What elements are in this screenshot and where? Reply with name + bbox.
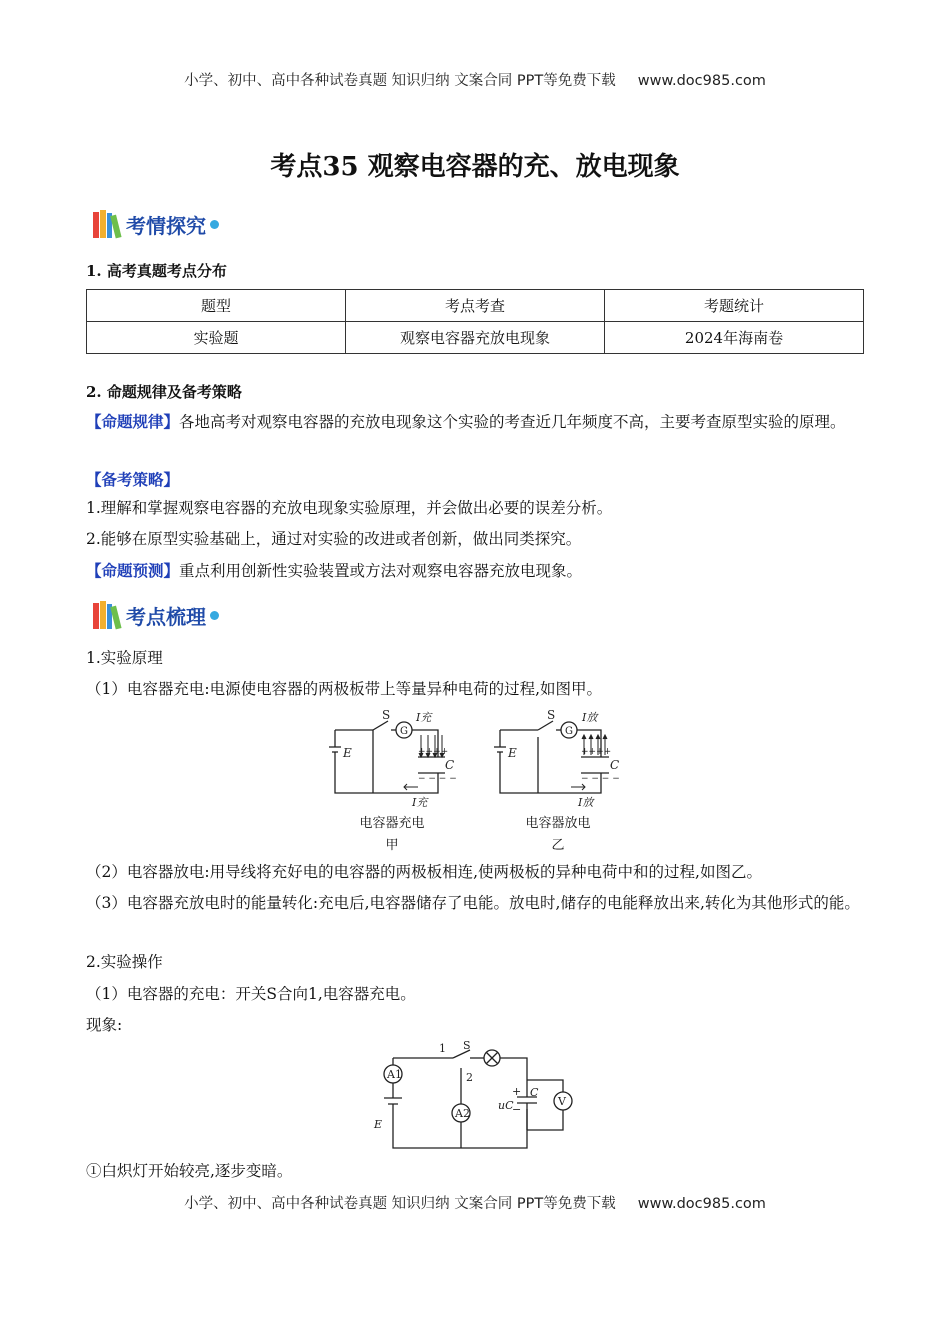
phenomenon-label: 现象: (86, 1016, 123, 1034)
table-header: 题型 (87, 290, 346, 322)
table-cell: 实验题 (87, 322, 346, 354)
principle-item-3: （3）电容器充放电时的能量转化:充电后,电容器储存了电能。放电时,储存的电能释放出来,转化为其他形式的能。 (86, 894, 860, 912)
voltmeter-label: V (558, 1095, 566, 1108)
rule-paragraph (86, 406, 864, 438)
page-header (0, 69, 950, 90)
svg-text:++++: ++++ (418, 747, 449, 757)
table-header-row (87, 290, 864, 322)
current-label: I放 (578, 796, 594, 809)
observation-1: ①白炽灯开始较亮,逐步变暗。 (86, 1162, 293, 1180)
switch-label: S (463, 1040, 471, 1052)
banner-dot (210, 611, 219, 620)
page-footer (0, 1192, 950, 1213)
banner-exam-analysis (92, 207, 219, 241)
strategy-item-1: 1.理解和掌握观察电容器的充放电现象实验原理，并会做出必要的误差分析。 (86, 499, 613, 517)
circuit-figure (365, 1040, 585, 1155)
switch-label: S (547, 708, 556, 722)
svg-text:− − − −: − − − − (418, 774, 457, 784)
emf-label: E (374, 1118, 383, 1131)
rule-tag: 【命题规律】 (86, 412, 180, 431)
operation-title: 2.实验操作 (86, 953, 163, 971)
books-icon (92, 209, 124, 239)
current-label: I充 (416, 711, 432, 724)
banner-title: 考点梳理 (126, 604, 206, 629)
current-label: I放 (582, 711, 598, 724)
section-title-1: 1. 高考真题考点分布 (86, 262, 227, 280)
svg-text:+: + (512, 1085, 522, 1098)
galvanometer-label: G (565, 726, 573, 737)
footer-site[interactable]: www.doc985.com (637, 1196, 766, 1212)
banner-dot (210, 220, 219, 229)
figure-caption-right: 电容器放电 (525, 816, 591, 831)
figure-caption-left: 电容器充电 (359, 816, 425, 831)
footer-text: 小学、初中、高中各种试卷真题 知识归纳 文案合同 PPT等免费下载 (184, 1196, 616, 1212)
capacitor-label: C (530, 1086, 539, 1099)
strategy-tag: 【备考策略】 (86, 470, 180, 489)
ammeter-label: A1 (387, 1068, 402, 1081)
predict-tag: 【命题预测】 (86, 561, 180, 580)
operation-item-1: （1）电容器的充电：开关S合向1,电容器充电。 (86, 985, 416, 1003)
principle-item-1: （1）电容器充电:电源使电容器的两极板带上等量异种电荷的过程,如图甲。 (86, 680, 603, 698)
principle-title: 1.实验原理 (86, 649, 163, 667)
svg-text:−: − (512, 1103, 522, 1116)
exam-table (86, 289, 864, 354)
capacitor-label: C (610, 758, 620, 772)
table-cell: 2024年海南卷 (605, 322, 864, 354)
switch-label: S (382, 708, 391, 722)
table-row (87, 322, 864, 354)
figure-label-left: 甲 (385, 838, 399, 853)
svg-text:− − − −: − − − − (581, 774, 620, 784)
terminal-label: 2 (466, 1071, 473, 1084)
header-site[interactable]: www.doc985.com (637, 73, 766, 89)
table-header: 考题统计 (605, 290, 864, 322)
principle-item-2: （2）电容器放电:用导线将充好电的电容器的两极板相连,使两极板的异种电荷中和的过程,如图乙。 (86, 863, 762, 881)
table-header: 考点考查 (346, 290, 605, 322)
current-label: I充 (412, 796, 428, 809)
predict-paragraph (86, 555, 864, 587)
banner-title: 考情探究 (126, 213, 206, 238)
strategy-item-2: 2.能够在原型实验基础上，通过对实验的改进或者创新，做出同类探究。 (86, 530, 582, 548)
terminal-label: 1 (439, 1042, 446, 1055)
table-cell: 观察电容器充放电现象 (346, 322, 605, 354)
rule-text: 各地高考对观察电容器的充放电现象这个实验的考查近几年频度不高，主要考查原型实验的原理。 (179, 413, 846, 431)
capacitor-label: C (445, 758, 455, 772)
ammeter-label: A2 (455, 1107, 470, 1120)
emf-label: E (343, 746, 352, 760)
svg-text:++++: ++++ (581, 747, 612, 757)
galvanometer-label: G (400, 726, 408, 737)
voltage-label: uC (498, 1099, 514, 1112)
header-text: 小学、初中、高中各种试卷真题 知识归纳 文案合同 PPT等免费下载 (184, 73, 616, 89)
section-title-2: 2. 命题规律及备考策略 (86, 383, 242, 401)
books-icon (92, 600, 124, 630)
charge-discharge-figure (320, 705, 630, 855)
predict-text: 重点利用创新性实验装置或方法对观察电容器充放电现象。 (179, 562, 583, 580)
page-title: 考点35 观察电容器的充、放电现象 (270, 152, 680, 182)
banner-key-points (92, 598, 219, 632)
figure-label-right: 乙 (551, 838, 565, 853)
emf-label: E (508, 746, 517, 760)
